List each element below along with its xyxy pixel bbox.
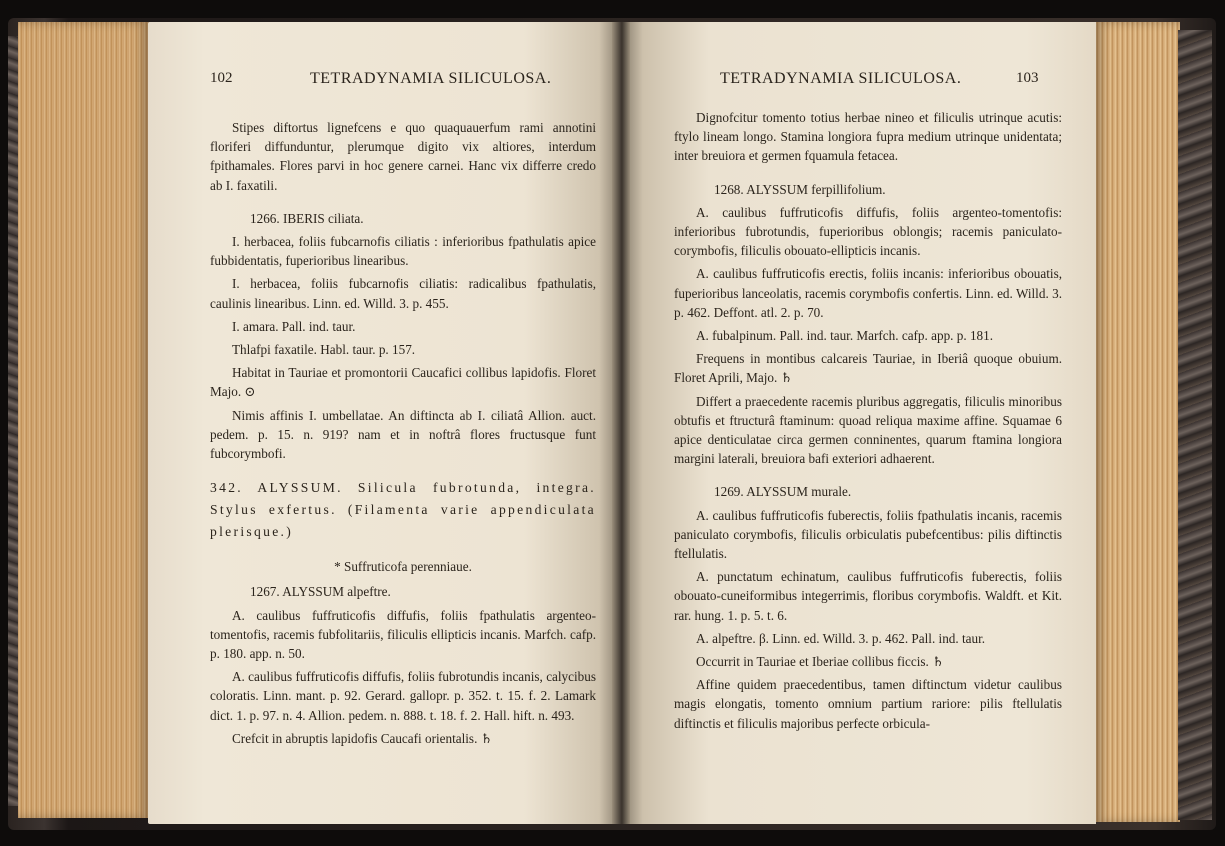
entry-heading-1266: 1266. IBERIS ciliata. xyxy=(250,210,364,226)
habitat-serpillifolium: Frequens in montibus calcareis Tauriae, in Iberiâ quoque obuium. Floret Aprili, Majo. ♄ xyxy=(674,351,1062,386)
habitat-alyssum-alpestre: Crefcit in abruptis lapidofis Caucafi orientalis. ♄ xyxy=(232,730,493,746)
left-page-edges xyxy=(18,22,150,818)
section-subheading: * Suffruticofa perenniaue. xyxy=(334,559,472,575)
right-page-edges xyxy=(1094,22,1180,822)
description-serpillifolium-1: A. caulibus fuffruticofis diffufis, foliis argenteo-tomentofis: inferioribus fubrotundis, fuperioribus oblongis; racemis paniculato-corymbofis, filiculis obouato-ellipticis incanis. xyxy=(674,204,1062,259)
paragraph-dignoscitur: Dignofcitur tomento totius herbae nineo et filiculis utrinque acutis: ftylo lineam longo. Stamina longiora fupra medium utrinque unidentata; inter breuiora et germen fquamula fetacea. xyxy=(674,110,1062,164)
entry-heading-1267: 1267. ALYSSUM alpeftre. xyxy=(250,584,391,600)
right-page-number: 103 xyxy=(1016,70,1039,86)
description-alyssum-alpestre-1: A. caulibus fuffruticofis diffufis, foliis fpathulatis argenteo-tomentofis, racemis fubfolitariis, filiculis ellipticis incanis. Marfch. cafp. p. 180. app. n. 50. xyxy=(210,607,596,662)
left-page-body xyxy=(210,118,596,748)
description-murale-1: A. caulibus fuffruticofis fuberectis, foliis fpathulatis incanis, racemis paniculato corymbofis, filiculis orbiculatis pubefcentibus: pilis diftinctis ftellulatis. xyxy=(674,507,1062,562)
description-serpillifolium-2: A. caulibus fuffruticofis erectis, foliis incanis: inferioribus obouatis, fuperioribus lanceolatis, racemis corymbofis confertis. Linn. ed. Willd. 3. p. 462. Deffont. atl. 2. p. 70. xyxy=(674,266,1062,320)
right-running-head: TETRADYNAMIA SILICULOSA. xyxy=(720,70,962,87)
book-gutter xyxy=(612,22,630,824)
right-page-body xyxy=(674,108,1062,733)
description-murale-2: A. punctatum echinatum, caulibus fuffruticofis fuberectis, foliis obouato-cuneiformibus integerrimis, floribus corymbofis. Waldft. et Kit. rar. hung. 1. p. 5. t. 6. xyxy=(674,569,1062,623)
note-murale: Affine quidem praecedentibus, tamen diftinctum videtur caulibus magis elongatis, tomento omnium partium rariore: pilis ftellulatis diftinctis et filiculis majoribus perfecte orbicula- xyxy=(674,677,1062,731)
entry-heading-1269: 1269. ALYSSUM murale. xyxy=(714,484,852,500)
left-page-number: 102 xyxy=(210,70,233,86)
left-page xyxy=(148,22,618,824)
habitat-iberis: Habitat in Tauriae et promontorii Caucafici collibus lapidofis. Floret Majo. ⊙ xyxy=(210,365,596,400)
description-iberis-2: I. herbacea, foliis fubcarnofis ciliatis: radicalibus fpathulatis, caulinis linearibus. Linn. ed. Willd. 3. p. 455. xyxy=(210,276,596,311)
paragraph-stipes: Stipes diftortus lignefcens e quo quaquauerfum rami annotini floriferi diffunduntur, plerumque digito vix altiores, interdum fpithamales. Flores parvi in hoc genere carnei. Hanc vix differre credo ab I. faxatili. xyxy=(210,120,596,193)
right-page xyxy=(624,22,1096,824)
entry-heading-1268: 1268. ALYSSUM ferpillifolium. xyxy=(714,181,886,197)
genus-heading-342: 342. ALYSSUM. Silicula fubrotunda, integra. Stylus exfertus. (Filamenta varie appendiculata plerisque.) xyxy=(210,480,596,540)
habitat-murale: Occurrit in Tauriae et Iberiae collibus ficcis. ♄ xyxy=(696,654,944,670)
synonym-alpestre-beta: A. alpeftre. β. Linn. ed. Willd. 3. p. 462. Pall. ind. taur. xyxy=(696,630,986,646)
note-iberis: Nimis affinis I. umbellatae. An diftincta ab I. ciliatâ Allion. auct. pedem. p. 15. n. 919? nam et in noftrâ flores fructusque funt fubcorymbofi. xyxy=(210,407,596,462)
description-alyssum-alpestre-2: A. caulibus fuffruticofis diffufis, foliis fubrotundis incanis, calycibus coloratis. Linn. mant. p. 92. Gerard. gallopr. p. 352. t. 15. f. 2. Lamark dict. 1. p. 97. n. 4. Allion. pedem. n. 888. t. 18. f. 2. Hall. hift. n. 493. xyxy=(210,669,596,723)
synonym-iberis-amara: I. amara. Pall. ind. taur. xyxy=(232,318,356,334)
synonym-thlaspi: Thlafpi faxatile. Habl. taur. p. 157. xyxy=(232,342,416,358)
synonym-subalpinum: A. fubalpinum. Pall. ind. taur. Marfch. cafp. app. p. 181. xyxy=(696,328,994,344)
right-cover-board xyxy=(1178,30,1212,820)
note-serpillifolium: Differt a praecedente racemis pluribus aggregatis, filiculis minoribus obtufis et ftructurâ ftaminum: quoad reliqua maxime affine. Squamae 6 apice denticulatae circa germen conninentes, quarum ftamina longiora margini laterali, breuiora bafi exteriori adhaerent. xyxy=(674,393,1062,467)
left-running-head: TETRADYNAMIA SILICULOSA. xyxy=(310,70,552,87)
description-iberis-1: I. herbacea, foliis fubcarnofis ciliatis : inferioribus fpathulatis apice fubbidentatis, fuperioribus linearibus. xyxy=(210,234,596,269)
